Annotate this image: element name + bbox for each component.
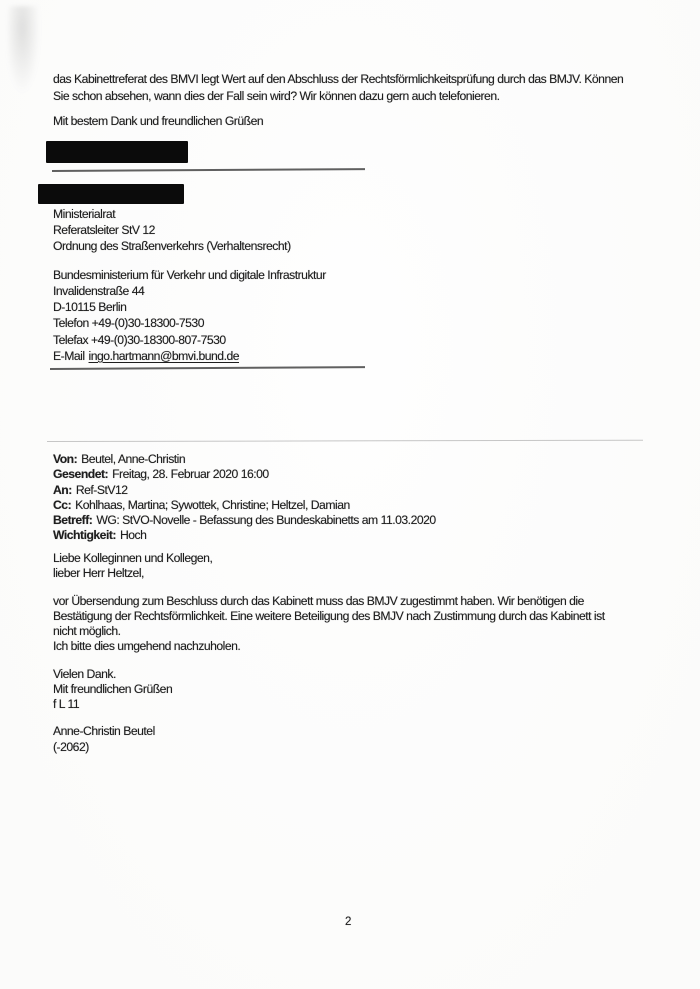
header-importance-line — [53, 528, 436, 543]
signature-bottom-separator-line — [50, 366, 365, 370]
closing-line: f L 11 — [53, 697, 80, 711]
salutation-line: Liebe Kolleginnen und Kollegen, — [53, 551, 213, 565]
blank-line — [53, 712, 605, 724]
to-label: An: — [53, 482, 72, 497]
reply-body-line: Sie schon absehen, wann dies der Fall sein wird? Wir können dazu gern auch telefonieren. — [53, 88, 500, 103]
header-to-line — [53, 483, 436, 498]
sent-value: Freitag, 28. Februar 2020 16:00 — [112, 467, 269, 482]
sent-label: Gesendet: — [53, 467, 109, 482]
salutation-line: lieber Herr Heltzel, — [53, 566, 144, 581]
sender-signature-block — [53, 206, 326, 364]
signature-street: Invalidenstraße 44 — [53, 284, 145, 298]
cc-value: Kohlhaas, Martina; Sywottek, Christine; Heltzel, Damian — [75, 497, 350, 512]
importance-value: Hoch — [119, 528, 147, 543]
signature-title: Ministerialrat — [53, 207, 116, 221]
email-label: E-Mail — [53, 348, 85, 363]
paragraph-line: Bestätigung der Rechtsförmlichkeit. Eine weitere Beteiligung des BMJV nach Zustimmung durch das Kabinett ist — [53, 608, 605, 623]
to-value: Ref-StV12 — [75, 482, 128, 497]
blank-line — [53, 581, 605, 593]
subject-label: Betreff: — [53, 513, 93, 528]
signature-separator-line — [52, 168, 365, 172]
quoted-signature-extension: (-2062) — [53, 739, 89, 754]
importance-label: Wichtigkeit: — [53, 528, 116, 543]
quoted-email-header — [53, 452, 436, 544]
redaction-box-signature-name — [38, 184, 184, 204]
blank-line — [53, 255, 326, 267]
signature-role: Referatsleiter StV 12 — [53, 223, 155, 238]
header-sent-line — [53, 467, 436, 482]
quoted-signature-name: Anne-Christin Beutel — [53, 724, 155, 739]
quoted-email-body — [53, 551, 605, 755]
paragraph-line: Ich bitte dies umgehend nachzuholen. — [53, 639, 241, 654]
reply-closing: Mit bestem Dank und freundlichen Grüßen — [53, 114, 264, 128]
from-label: Von: — [53, 452, 78, 466]
cc-label: Cc: — [53, 497, 72, 512]
reply-body-line: das Kabinettreferat des BMVI legt Wert auf den Abschluss der Rechtsförmlichkeitsprüfung durch das BMJV. Können — [53, 72, 624, 86]
signature-phone: Telefon +49-(0)30-18300-7530 — [53, 316, 204, 331]
signature-email-line — [53, 348, 326, 364]
closing-line: Vielen Dank. — [53, 666, 116, 681]
subject-value: WG: StVO-Novelle - Befassung des Bundeskabinetts am 11.03.2020 — [96, 513, 436, 528]
header-from-line — [53, 452, 436, 467]
header-subject-line — [53, 513, 436, 528]
signature-city: D-10115 Berlin — [53, 300, 127, 315]
header-cc-line — [53, 498, 436, 513]
signature-organization: Bundesministerium für Verkehr und digitale Infrastruktur — [53, 267, 326, 282]
paragraph-line: vor Übersendung zum Beschluss durch das Kabinett muss das BMJV zugestimmt haben. Wir benötigen die — [53, 593, 584, 608]
page-number: 2 — [345, 916, 352, 928]
blank-line — [53, 654, 605, 666]
email-address-link: ingo.hartmann@bmvi.bund.de — [88, 348, 240, 363]
from-value: Beutel, Anne-Christin — [81, 452, 186, 466]
quoted-message-separator-line — [47, 440, 643, 442]
closing-line: Mit freundlichen Grüßen — [53, 681, 173, 696]
signature-fax: Telefax +49-(0)30-18300-807-7530 — [53, 332, 226, 347]
redaction-box-sender-name — [46, 141, 188, 163]
scan-artifact-smudge — [8, 6, 40, 94]
reply-body — [53, 71, 623, 104]
paragraph-line: nicht möglich. — [53, 624, 121, 638]
signature-unit: Ordnung des Straßenverkehrs (Verhaltensrecht) — [53, 239, 291, 254]
